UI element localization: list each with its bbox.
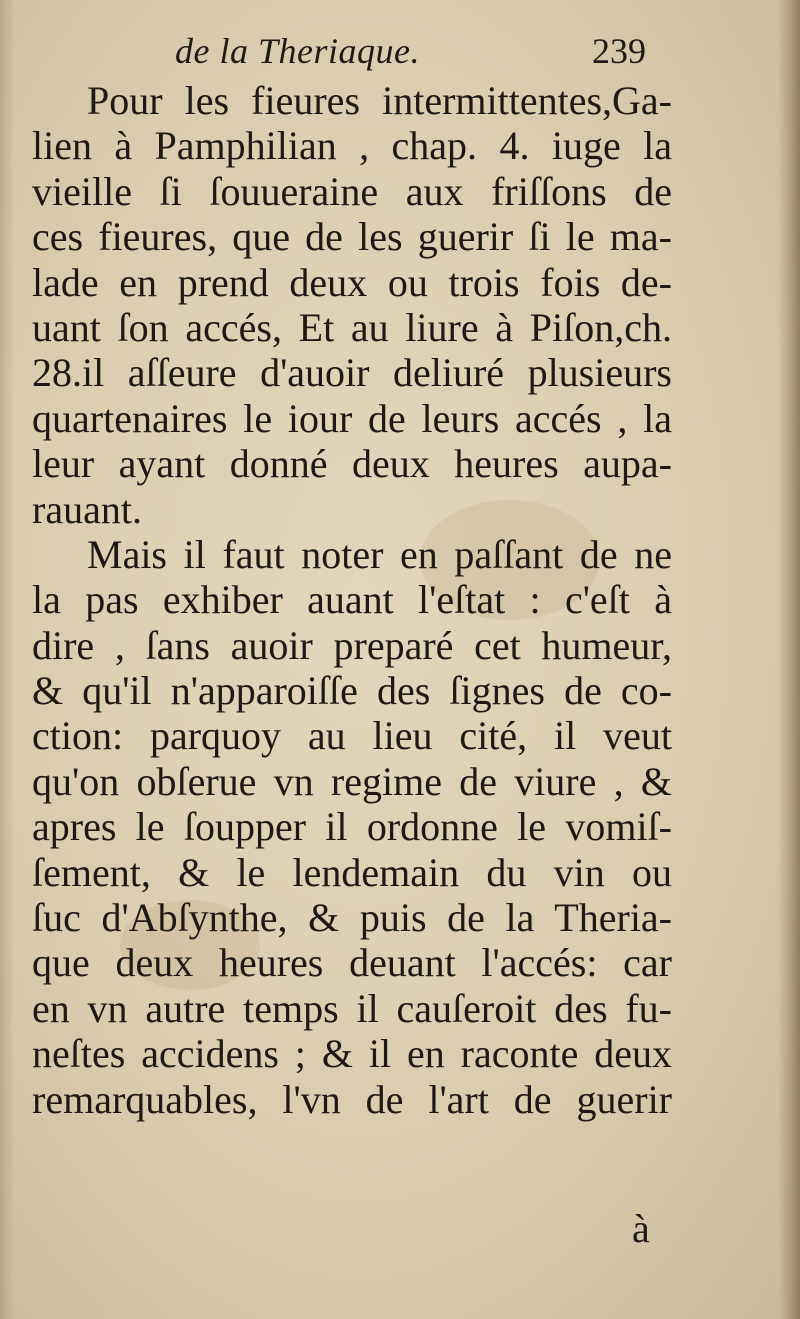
text-line: 28.il aſſeure d'auoir deliuré plusieurs	[32, 350, 672, 396]
page-edge-shadow	[778, 0, 800, 1319]
text-line: vieille ſi ſouueraine aux friſſons de	[32, 168, 672, 214]
text-line: remarquables, l'vn de l'art de guerir	[32, 1076, 672, 1122]
text-line: rauant.	[32, 486, 142, 532]
text-line: lade en prend deux ou trois fois de-	[32, 259, 672, 305]
text-line: ſuc d'Abſynthe, & puis de la Theria-	[32, 895, 672, 941]
text-line: leur ayant donné deux heures aupa-	[32, 441, 672, 487]
text-line: que deux heures deuant l'accés: car	[32, 940, 672, 986]
text-line: uant ſon accés, Et au liure à Piſon,ch.	[32, 304, 672, 350]
text-line: qu'on obſerue vn regime de viure , &	[32, 758, 672, 804]
text-line: ſement, & le lendemain du vin ou	[32, 849, 672, 895]
text-line: dire , ſans auoir preparé cet humeur,	[32, 622, 672, 668]
running-head: de la Theriaque.	[175, 31, 420, 71]
text-line: quartenaires le iour de leurs accés , la	[32, 395, 672, 441]
text-line: apres le ſoupper il ordonne le vomiſ-	[32, 804, 672, 850]
text-block	[32, 78, 672, 1122]
paragraph	[32, 532, 672, 1122]
text-line: Pour les fieures intermittentes,Ga-	[87, 78, 672, 123]
catchword: à	[632, 1206, 650, 1251]
page-number: 239	[592, 31, 646, 71]
text-line: & qu'il n'apparoiſſe des ſignes de co-	[32, 668, 672, 714]
page-gutter-shadow	[0, 0, 14, 1319]
text-line: ction: parquoy au lieu cité, il veut	[32, 713, 672, 759]
text-line: Mais il faut noter en paſſant de ne	[87, 531, 672, 577]
text-line: en vn autre temps il cauſeroit des fu-	[32, 985, 672, 1031]
text-line: ces fieures, que de les guerir ſi le ma-	[32, 214, 672, 260]
paragraph	[32, 78, 672, 532]
text-line: neſtes accidens ; & il en raconte deux	[32, 1031, 672, 1077]
text-line: la pas exhiber auant l'eſtat : c'eſt à	[32, 577, 672, 623]
text-line: lien à Pamphilian , chap. 4. iuge la	[32, 123, 672, 169]
